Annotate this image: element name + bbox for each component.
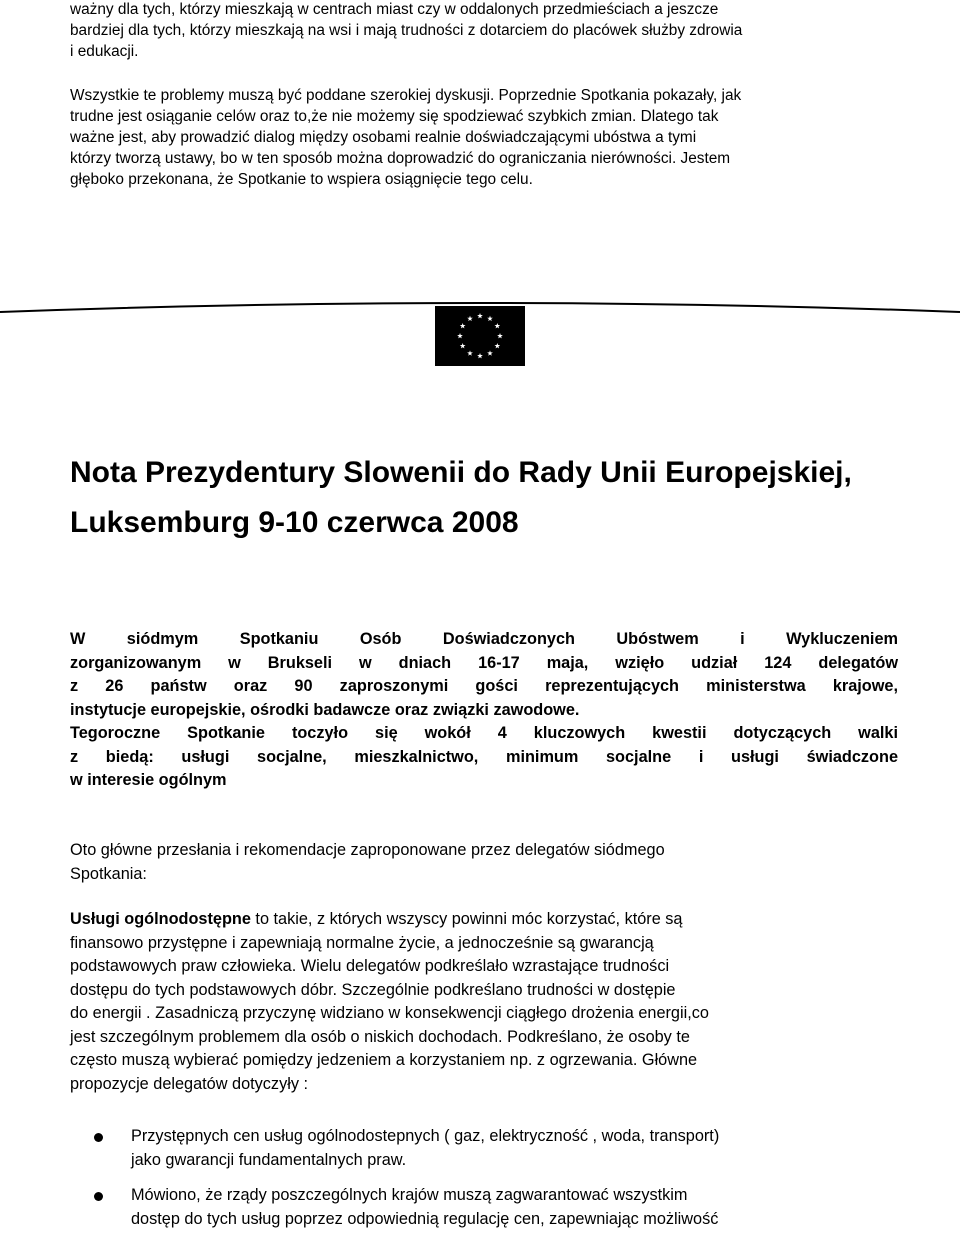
eu-flag-logo [435, 306, 525, 366]
list-item: Mówiono, że rządy poszczególnych krajów muszą zagwarantować wszystkim dostęp do tych usług poprzez odpowiednią regulację cen, zapewniając możliwość [90, 1184, 890, 1231]
discussion-paragraph: Wszystkie te problemy muszą być poddane szerokiej dyskusji. Poprzednie Spotkania pokazały, jak trudne jest osiąganie celów oraz to,że nie możemy się spodziewać szybkich zmian. Dlatego tak ważne jest, aby prowadzić dialog między osobami realnie doświadczającymi ubóstwa a tymi którzy tworzą ustawy, bo w ten sposób można doprowadzić do ograniczania nierówności. Jestem głęboko przekonana, że Spotkanie to wspiera osiągnięcie tego celu. [70, 87, 742, 188]
continuation-paragraph: ważny dla tych, którzy mieszkają w centrach miast czy w oddalonych przedmieściach a jeszcze bardziej dla tych, którzy mieszkają na wsi i mają trudności z dotarciem do placówek służby zdrowia i edukacji. [70, 1, 743, 60]
services-paragraph: Usługi ogólnodostępne to takie, z których wszyscy powinni móc korzystać, które są finansowo przystępne i zapewniają normalne życie, a jednocześnie są gwarancją podstawowych praw człowieka. Wielu delegatów podkreślało wzrastające trudności dostępu do tych podstawowych dóbr. Szczególnie podkreślano trudności w dostępie do energii . Zasadniczą przyczynę widziano w konsekwencji ciągłego drożenia energii,co jest szczególnym problemem dla osób o niskich dochodach. Podkreślano, że osoby te często muszą wybierać pomiędzy jedzeniem a korzystaniem np. z ogrzewania. Główne propozycje delegatów dotyczyły : [70, 910, 709, 1093]
services-lead-term: Usługi ogólnodostępne [70, 910, 251, 928]
proposals-list [90, 1125, 890, 1243]
messages-intro-paragraph: Oto główne przesłania i rekomendacje zaproponowane przez delegatów siódmego Spotkania: [70, 841, 665, 883]
bullet-icon [94, 1133, 103, 1142]
meeting-summary-paragraph: W siódmym Spotkaniu Osób Doświadczonych Ubóstwem i Wykluczeniem zorganizowanym w Brukseli w dniach 16-17 maja, wzięło udział 124 delegatów z 26 państw oraz 90 zaproszonymi gości reprezentujących ministerstwa krajowe, instytucje europejskie, ośrodki badawcze oraz związki zawodowe. Tegoroczne Spotkanie toczyło się wokół 4 kluczowych kwestii dotyczących walki z biedą: usługi socjalne, mieszkalnictwo, minimum socjalne i usługi świadczone w interesie ogólnym [70, 630, 898, 789]
list-item: Przystępnych cen usług ogólnodostepnych ( gaz, elektryczność , woda, transport) jako gwarancji fundamentalnych praw. [90, 1125, 890, 1172]
document-title-line-2: Luksemburg 9-10 czerwca 2008 [70, 506, 519, 539]
document-title-line-1: Nota Prezydentury Slowenii do Rady Unii Europejskiej, [70, 456, 852, 489]
bullet-icon [94, 1192, 103, 1201]
